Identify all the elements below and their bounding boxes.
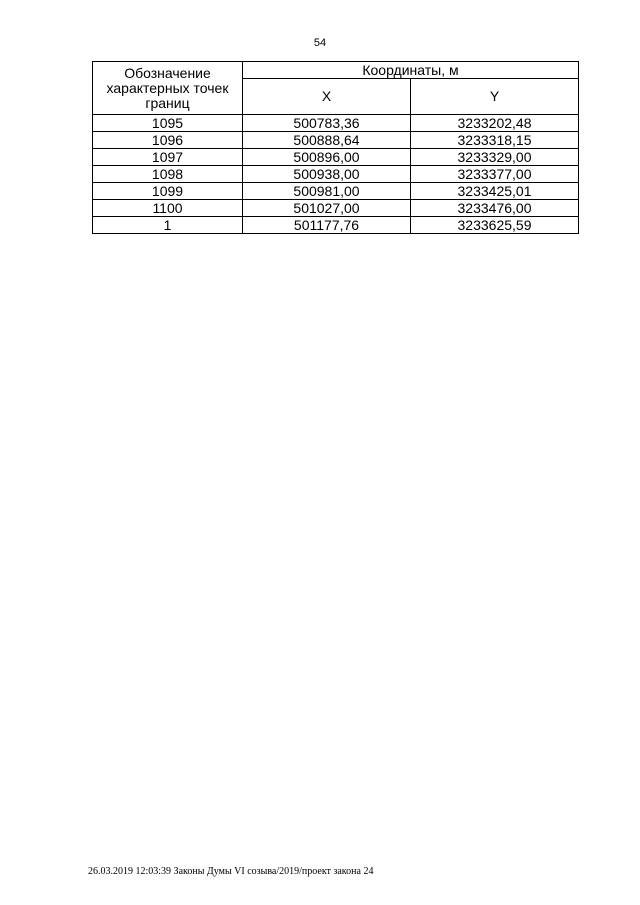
cell-y: 3233476,00 (411, 200, 579, 217)
cell-x: 501027,00 (243, 200, 411, 217)
page-number: 54 (313, 37, 327, 49)
cell-x: 500888,64 (243, 132, 411, 149)
cell-point: 1100 (93, 200, 243, 217)
document-footer: 26.03.2019 12:03:39 Законы Думы VI созыва/2019/проект закона 24 (88, 866, 374, 877)
cell-point: 1096 (93, 132, 243, 149)
cell-x: 501177,76 (243, 217, 411, 234)
header-y: Y (411, 79, 579, 115)
cell-y: 3233625,59 (411, 217, 579, 234)
cell-y: 3233425,01 (411, 183, 579, 200)
cell-x: 500938,00 (243, 166, 411, 183)
coordinates-table (92, 61, 579, 234)
cell-x: 500981,00 (243, 183, 411, 200)
table-row (93, 132, 579, 149)
cell-point: 1 (93, 217, 243, 234)
cell-y: 3233202,48 (411, 115, 579, 132)
header-coordinates: Координаты, м (243, 62, 579, 79)
table-row (93, 166, 579, 183)
cell-y: 3233318,15 (411, 132, 579, 149)
cell-y: 3233329,00 (411, 149, 579, 166)
cell-point: 1097 (93, 149, 243, 166)
cell-y: 3233377,00 (411, 166, 579, 183)
cell-point: 1095 (93, 115, 243, 132)
table-row (93, 115, 579, 132)
header-x: X (243, 79, 411, 115)
header-designation: Обозначение характерных точек границ (93, 62, 243, 115)
table-row (93, 183, 579, 200)
table-row (93, 149, 579, 166)
cell-point: 1098 (93, 166, 243, 183)
table-row (93, 200, 579, 217)
cell-point: 1099 (93, 183, 243, 200)
table-row (93, 217, 579, 234)
cell-x: 500783,36 (243, 115, 411, 132)
cell-x: 500896,00 (243, 149, 411, 166)
